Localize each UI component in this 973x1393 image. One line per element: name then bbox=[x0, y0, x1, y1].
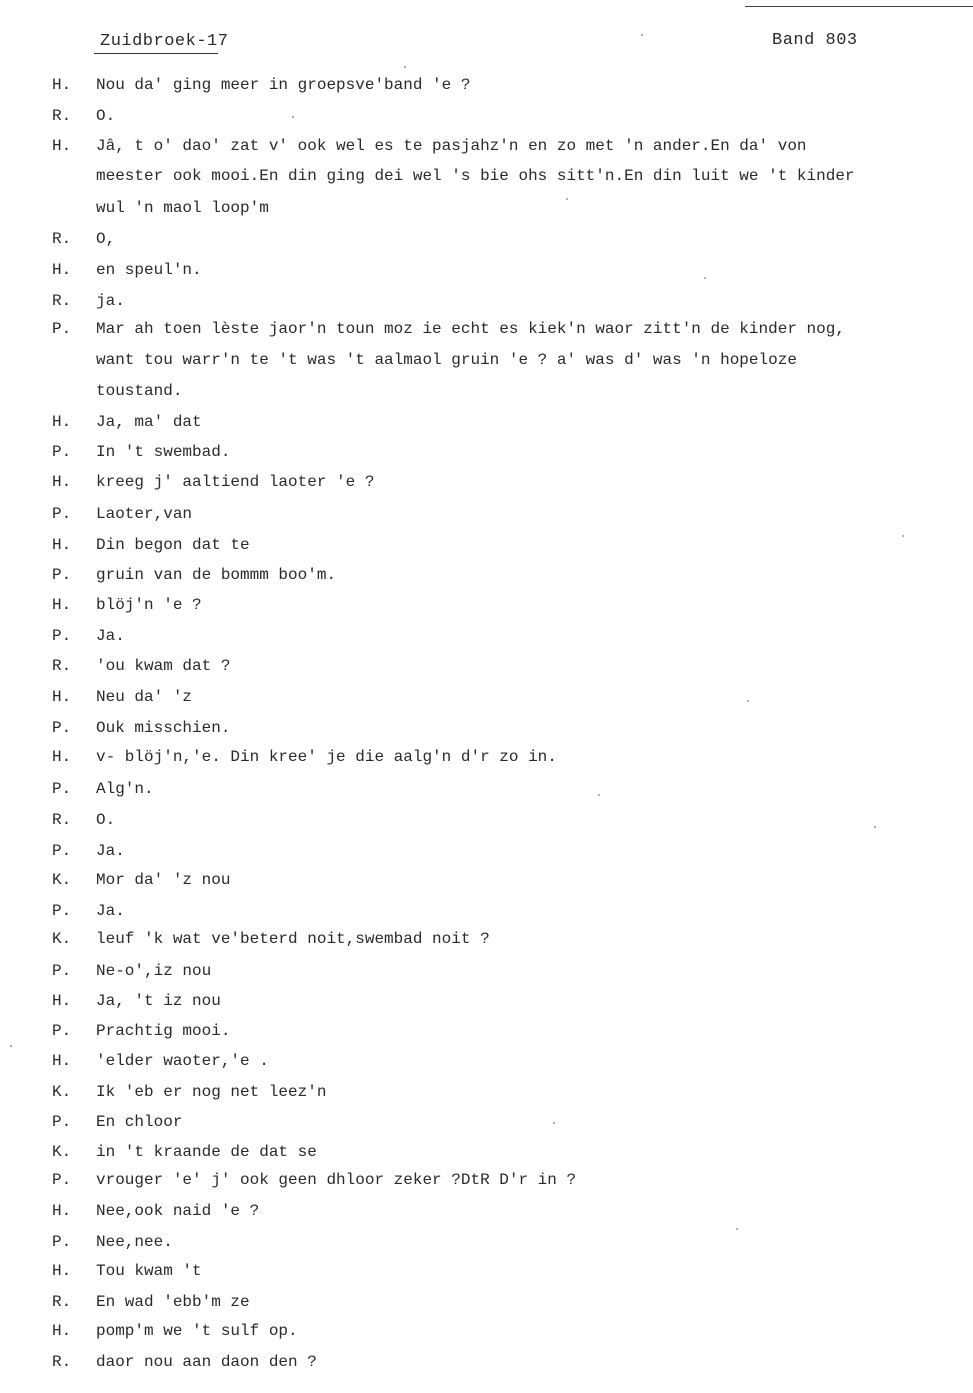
transcript-line bbox=[52, 744, 952, 770]
speaker-label: R. bbox=[52, 1353, 72, 1371]
transcript-line bbox=[52, 715, 952, 741]
scan-speck bbox=[292, 116, 294, 118]
speaker-label: R. bbox=[52, 230, 72, 248]
speaker-label: H. bbox=[52, 992, 72, 1010]
utterance-text: Laoter,van bbox=[96, 505, 193, 523]
utterance-text: v- blöj'n,'e. Din kree' je die aalg'n d'r zo in. bbox=[96, 748, 557, 766]
transcript-line bbox=[52, 592, 952, 618]
utterance-text: Din begon dat te bbox=[96, 536, 250, 554]
transcript-line bbox=[52, 867, 952, 893]
scan-speck bbox=[747, 700, 749, 702]
transcript-line bbox=[52, 776, 952, 802]
speaker-label: H. bbox=[52, 261, 72, 279]
transcript-line bbox=[52, 1167, 952, 1193]
transcript-line bbox=[52, 926, 952, 952]
transcript-line bbox=[52, 807, 952, 833]
speaker-label: P. bbox=[52, 1171, 72, 1189]
transcript-line bbox=[52, 898, 952, 924]
speaker-label: H. bbox=[52, 688, 72, 706]
speaker-label: P. bbox=[52, 962, 72, 980]
utterance-text: Ja, 't iz nou bbox=[96, 992, 221, 1010]
transcript-line bbox=[52, 288, 952, 314]
transcript-line bbox=[52, 103, 952, 129]
utterance-text: Ja, ma' dat bbox=[96, 413, 202, 431]
speaker-label: P. bbox=[52, 1233, 72, 1251]
speaker-label: P. bbox=[52, 902, 72, 920]
transcript-line bbox=[52, 623, 952, 649]
transcript-line bbox=[52, 316, 952, 342]
transcript-line bbox=[52, 988, 952, 1014]
scan-speck bbox=[566, 198, 568, 200]
utterance-text: Ouk misschien. bbox=[96, 719, 231, 737]
utterance-text: Tou kwam 't bbox=[96, 1262, 202, 1280]
utterance-text: Ja. bbox=[96, 902, 125, 920]
utterance-text: Ja. bbox=[96, 627, 125, 645]
transcript-line bbox=[52, 838, 952, 864]
speaker-label: H. bbox=[52, 748, 72, 766]
utterance-text: Nee,nee. bbox=[96, 1233, 173, 1251]
transcript-line bbox=[52, 1289, 952, 1315]
transcript-line bbox=[52, 257, 952, 283]
scan-speck bbox=[641, 34, 643, 36]
transcript-line bbox=[52, 1109, 952, 1135]
scan-speck bbox=[598, 794, 600, 796]
transcript-line bbox=[52, 501, 952, 527]
scan-speck bbox=[704, 277, 706, 279]
utterance-text: 'ou kwam dat ? bbox=[96, 657, 231, 675]
utterance-text: en speul'n. bbox=[96, 261, 202, 279]
continuation-line: toustand. bbox=[96, 382, 183, 400]
speaker-label: P. bbox=[52, 320, 72, 338]
transcript-line bbox=[52, 72, 952, 98]
continuation-line: meester ook mooi.En din ging dei wel 's bie ohs sitt'n.En din luit we 't kinder bbox=[96, 167, 855, 185]
transcript-line bbox=[52, 684, 952, 710]
transcript-line bbox=[52, 532, 952, 558]
transcript-line bbox=[52, 1018, 952, 1044]
utterance-text: blöj'n 'e ? bbox=[96, 596, 202, 614]
title-underline bbox=[94, 53, 218, 54]
speaker-label: P. bbox=[52, 1113, 72, 1131]
document-title-text: Zuidbroek-17 bbox=[100, 32, 229, 51]
speaker-label: P. bbox=[52, 1022, 72, 1040]
speaker-label: R. bbox=[52, 657, 72, 675]
speaker-label: R. bbox=[52, 1293, 72, 1311]
utterance-text: leuf 'k wat ve'beterd noit,swembad noit ? bbox=[96, 930, 490, 948]
speaker-label: H. bbox=[52, 413, 72, 431]
speaker-label: P. bbox=[52, 780, 72, 798]
speaker-label: H. bbox=[52, 596, 72, 614]
speaker-label: H. bbox=[52, 76, 72, 94]
speaker-label: H. bbox=[52, 1322, 72, 1340]
speaker-label: P. bbox=[52, 566, 72, 584]
utterance-text: Nee,ook naid 'e ? bbox=[96, 1202, 260, 1220]
speaker-label: R. bbox=[52, 107, 72, 125]
utterance-text: Mar ah toen lèste jaor'n toun moz ie echt es kiek'n waor zitt'n de kinder nog, bbox=[96, 320, 845, 338]
utterance-text: Jâ, t o' dao' zat v' ook wel es te pasjahz'n en zo met 'n ander.En da' von bbox=[96, 137, 807, 155]
transcript-line bbox=[52, 653, 952, 679]
utterance-text: ja. bbox=[96, 292, 125, 310]
utterance-text: O, bbox=[96, 230, 116, 248]
transcript-line bbox=[52, 1258, 952, 1284]
band-number: Band 803 bbox=[772, 31, 858, 50]
top-rule bbox=[745, 6, 973, 7]
scan-speck bbox=[902, 535, 904, 537]
utterance-text: Ik 'eb er nog net leez'n bbox=[96, 1083, 327, 1101]
speaker-label: K. bbox=[52, 1083, 72, 1101]
continuation-line: wul 'n maol loop'm bbox=[96, 199, 269, 217]
transcript-line bbox=[52, 133, 952, 159]
utterance-text: Neu da' 'z bbox=[96, 688, 193, 706]
utterance-text: Ja. bbox=[96, 842, 125, 860]
utterance-text: kreeg j' aaltiend laoter 'e ? bbox=[96, 473, 375, 491]
utterance-text: Prachtig mooi. bbox=[96, 1022, 231, 1040]
utterance-text: pomp'm we 't sulf op. bbox=[96, 1322, 298, 1340]
transcript-line bbox=[52, 1079, 952, 1105]
speaker-label: P. bbox=[52, 443, 72, 461]
scan-speck bbox=[874, 826, 876, 828]
transcript-line bbox=[52, 1318, 952, 1344]
transcript-line bbox=[52, 469, 952, 495]
utterance-text: En chloor bbox=[96, 1113, 183, 1131]
utterance-text: In 't swembad. bbox=[96, 443, 231, 461]
transcript-line bbox=[52, 439, 952, 465]
utterance-text: in 't kraande de dat se bbox=[96, 1143, 317, 1161]
document-title bbox=[100, 32, 228, 51]
speaker-label: K. bbox=[52, 871, 72, 889]
transcript-line bbox=[52, 1198, 952, 1224]
utterance-text: Nou da' ging meer in groepsve'band 'e ? bbox=[96, 76, 471, 94]
transcript-line bbox=[52, 226, 952, 252]
transcript-line bbox=[52, 1048, 952, 1074]
transcript-line bbox=[52, 562, 952, 588]
scan-speck bbox=[736, 1228, 738, 1230]
speaker-label: P. bbox=[52, 627, 72, 645]
speaker-label: H. bbox=[52, 1052, 72, 1070]
utterance-text: Alg'n. bbox=[96, 780, 154, 798]
utterance-text: O. bbox=[96, 107, 116, 125]
continuation-line: want tou warr'n te 't was 't aalmaol gruin 'e ? a' was d' was 'n hopeloze bbox=[96, 351, 797, 369]
speaker-label: P. bbox=[52, 842, 72, 860]
speaker-label: R. bbox=[52, 292, 72, 310]
transcript-line bbox=[52, 1139, 952, 1165]
speaker-label: K. bbox=[52, 930, 72, 948]
scan-speck bbox=[10, 1045, 12, 1047]
speaker-label: H. bbox=[52, 137, 72, 155]
utterance-text: O. bbox=[96, 811, 116, 829]
speaker-label: P. bbox=[52, 505, 72, 523]
speaker-label: H. bbox=[52, 1202, 72, 1220]
speaker-label: K. bbox=[52, 1143, 72, 1161]
transcript-line bbox=[52, 1229, 952, 1255]
speaker-label: R. bbox=[52, 811, 72, 829]
transcript-line bbox=[52, 409, 952, 435]
utterance-text: En wad 'ebb'm ze bbox=[96, 1293, 250, 1311]
transcript-line bbox=[52, 1349, 952, 1375]
speaker-label: P. bbox=[52, 719, 72, 737]
speaker-label: H. bbox=[52, 536, 72, 554]
utterance-text: daor nou aan daon den ? bbox=[96, 1353, 317, 1371]
utterance-text: 'elder waoter,'e . bbox=[96, 1052, 269, 1070]
speaker-label: H. bbox=[52, 473, 72, 491]
utterance-text: vrouger 'e' j' ook geen dhloor zeker ?DtR D'r in ? bbox=[96, 1171, 577, 1189]
utterance-text: Mor da' 'z nou bbox=[96, 871, 231, 889]
speaker-label: H. bbox=[52, 1262, 72, 1280]
utterance-text: Ne-o',iz nou bbox=[96, 962, 212, 980]
utterance-text: gruin van de bommm boo'm. bbox=[96, 566, 337, 584]
scan-speck bbox=[553, 1122, 555, 1124]
transcript-line bbox=[52, 958, 952, 984]
scan-speck bbox=[404, 66, 406, 68]
